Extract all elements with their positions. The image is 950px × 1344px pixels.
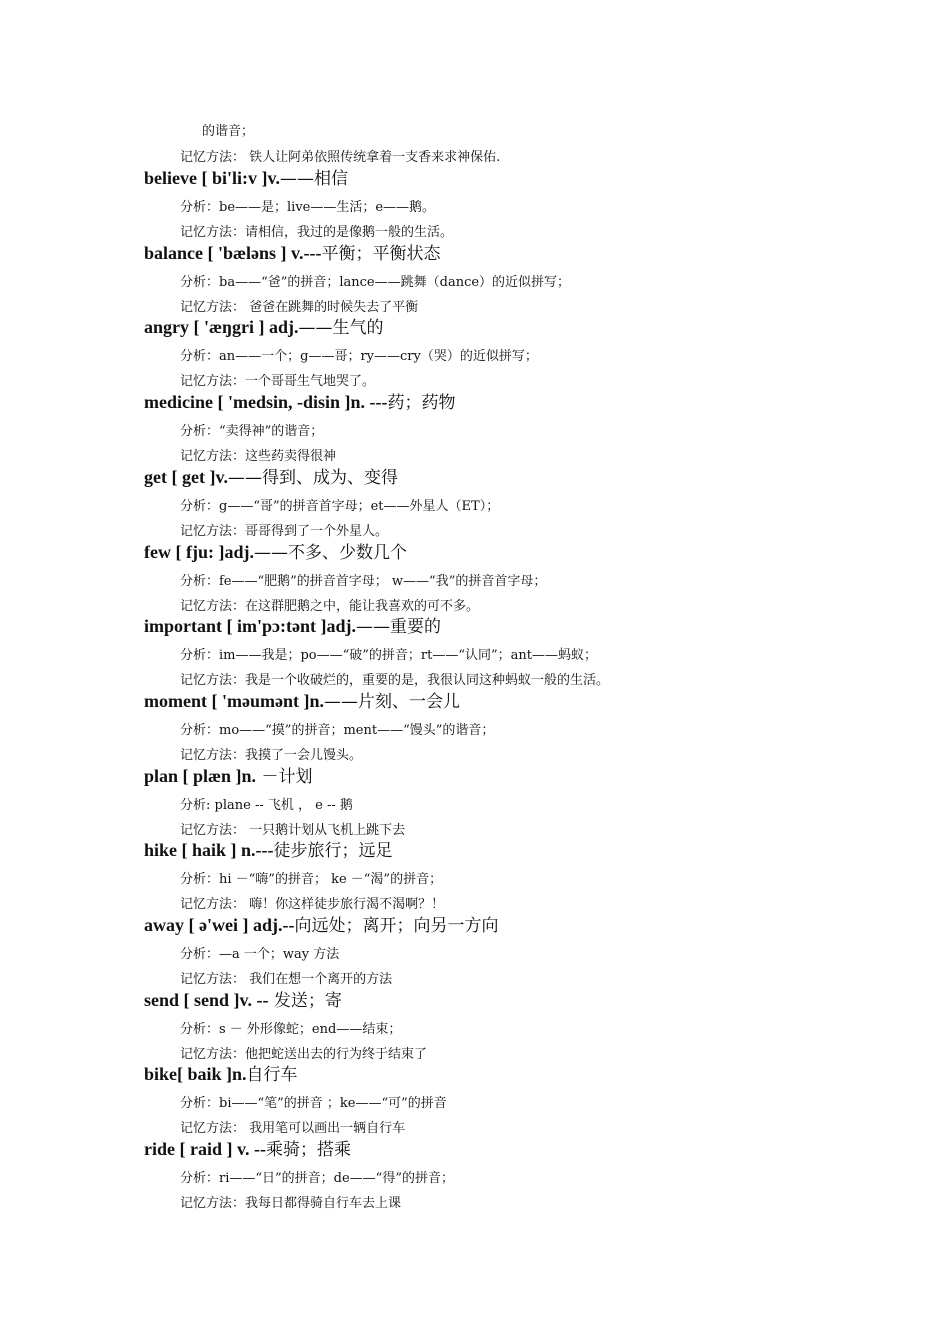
entry-headword (144, 687, 460, 712)
analysis-line: 分析: plane -- 飞机 ， e -- 鹅 (180, 798, 353, 813)
entry-headword (144, 612, 441, 637)
memory-line: 记忆方法： 一只鹅计划从飞机上跳下去 (180, 823, 406, 838)
word-phonetic: important [ im'pɔ:tənt ]adj. (144, 616, 356, 636)
word-meaning: ——生气的 (298, 318, 384, 338)
analysis-line: 分析：im——我是；po——“破”的拼音；rt——“认同”；ant——蚂蚁； (180, 648, 598, 663)
analysis-line: 分析：g——“哥”的拼音首字母；et——外星人（ET）； (180, 499, 500, 514)
intro-memory-line: 记忆方法： 铁人让阿弟依照传统拿着一支香来求神保佑. (180, 150, 501, 165)
memory-line: 记忆方法：我摸了一会儿馒头。 (180, 748, 363, 763)
analysis-line: 分析：ri——“日”的拼音；de——“得”的拼音； (180, 1171, 454, 1186)
word-meaning: ——片刻、一会儿 (323, 692, 460, 712)
word-meaning: 药；药物 (387, 393, 456, 413)
entry-headword (144, 538, 407, 563)
word-phonetic: ride [ raid ] v. -- (144, 1139, 266, 1159)
entry-headword (144, 1135, 351, 1160)
word-phonetic: angry [ 'æŋgri ] adj. (144, 317, 299, 337)
analysis-line: 分析：be——是；live——生活；e——鹅。 (180, 200, 436, 215)
word-meaning: 自行车 (246, 1065, 298, 1085)
memory-line: 记忆方法：我是一个收破烂的，重要的是，我很认同这种蚂蚁一般的生活。 (180, 673, 610, 688)
word-phonetic: get [ get ]v. (144, 467, 228, 487)
memory-line: 记忆方法：他把蛇送出去的行为终于结束了 (180, 1047, 428, 1062)
entry-headword (144, 164, 348, 189)
analysis-line: 分析：mo——“摸”的拼音；ment——“馒头”的谐音； (180, 723, 495, 738)
memory-line: 记忆方法：一个哥哥生气地哭了。 (180, 374, 376, 389)
analysis-line: 分析：“卖得神”的谐音； (180, 424, 324, 439)
word-phonetic: medicine [ 'medsin, -disin ]n. --- (144, 392, 388, 412)
word-meaning: ——不多、少数几个 (253, 543, 407, 563)
analysis-line: 分析：an——一个；g——哥；ry——cry（哭）的近似拼写； (180, 349, 538, 364)
entry-headword (144, 463, 398, 488)
analysis-line: 分析：—a 一个；way 方法 (180, 947, 340, 962)
entry-headword (144, 313, 384, 338)
word-meaning: 向远处；离开；向另一方向 (294, 916, 499, 936)
memory-line: 记忆方法： 我们在想一个离开的方法 (180, 972, 393, 987)
entry-headword (144, 986, 342, 1011)
word-meaning: ——重要的 (355, 617, 441, 637)
memory-line: 记忆方法：请相信，我过的是像鹅一般的生活。 (180, 225, 454, 240)
memory-line: 记忆方法： 嗨！你这样徒步旅行渴不渴啊？！ (180, 897, 445, 912)
entry-headword (144, 762, 312, 787)
word-phonetic: believe [ bi'li:v ]v. (144, 168, 280, 188)
word-meaning: ——相信 (279, 169, 348, 189)
analysis-line: 分析：ba——“爸”的拼音；lance——跳舞（dance）的近似拼写； (180, 275, 571, 290)
analysis-line: 分析：fe——“肥鹅”的拼音首字母； w——“我”的拼音首字母； (180, 574, 547, 589)
word-phonetic: away [ ə'wei ] adj.-- (144, 915, 295, 935)
word-meaning: 乘骑；搭乘 (265, 1140, 351, 1160)
memory-line: 记忆方法：哥哥得到了一个外星人。 (180, 524, 389, 539)
entry-headword (144, 1060, 298, 1085)
analysis-line: 分析：hi －“嗨”的拼音； ke －“渴”的拼音； (180, 872, 443, 887)
word-meaning: 发送；寄 (268, 991, 342, 1011)
word-phonetic: moment [ 'məumənt ]n. (144, 691, 324, 711)
analysis-line: 分析：s － 外形像蛇；end——结束； (180, 1022, 402, 1037)
entry-headword (144, 836, 393, 861)
memory-line: 记忆方法： 我用笔可以画出一辆自行车 (180, 1121, 406, 1136)
entry-headword (144, 239, 441, 264)
intro-continuation: 的谐音； (202, 124, 255, 139)
analysis-line: 分析：bi——“笔”的拼音 ；ke——“可”的拼音 (180, 1096, 447, 1111)
word-phonetic: plan [ plæn ]n. (144, 766, 257, 786)
entry-headword (144, 388, 456, 413)
memory-line: 记忆方法：在这群肥鹅之中，能让我喜欢的可不多。 (180, 599, 480, 614)
word-phonetic: few [ fju: ]adj. (144, 542, 254, 562)
word-phonetic: bike[ baik ]n. (144, 1064, 247, 1084)
word-phonetic: hike [ haik ] n.--- (144, 840, 274, 860)
word-phonetic: balance [ 'bæləns ] v.--- (144, 243, 322, 263)
memory-line: 记忆方法：这些药卖得很神 (180, 449, 337, 464)
word-phonetic: send [ send ]v. -- (144, 990, 269, 1010)
memory-line: 记忆方法：我每日都得骑自行车去上课 (180, 1196, 402, 1211)
memory-line: 记忆方法： 爸爸在跳舞的时候失去了平衡 (180, 300, 419, 315)
word-meaning: 徒步旅行；远足 (273, 841, 393, 861)
word-meaning: ——得到、成为、变得 (227, 468, 398, 488)
entry-headword (144, 911, 498, 936)
word-meaning: －计划 (256, 767, 313, 787)
word-meaning: 平衡；平衡状态 (321, 244, 441, 264)
